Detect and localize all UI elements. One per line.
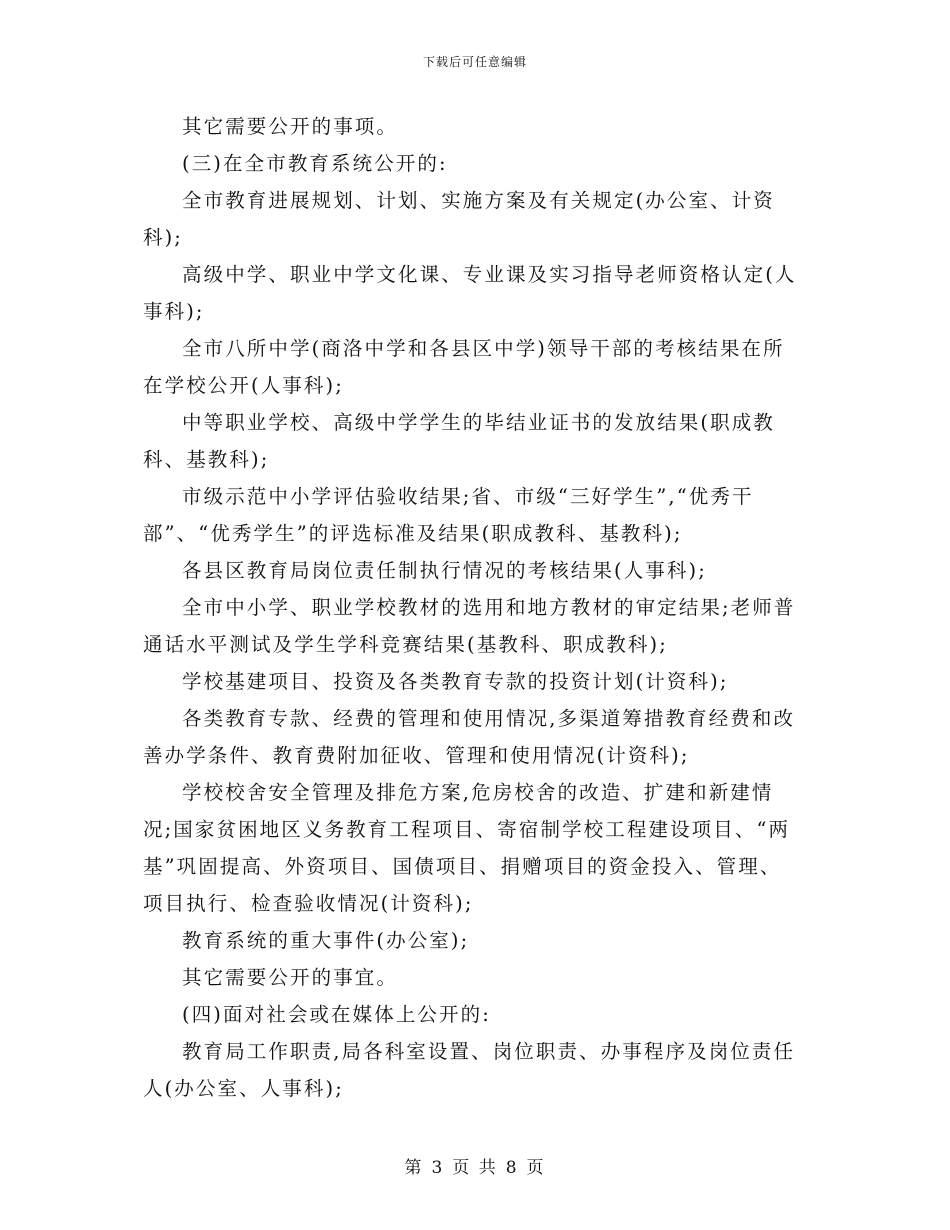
document-body — [143, 108, 803, 1107]
footer-suffix: 页 — [526, 1158, 546, 1178]
paragraph: 学校校舍安全管理及排危方案,危房校舍的改造、扩建和新建情况;国家贫困地区义务教育工程项目、寄宿制学校工程建设项目、“两基”巩固提高、外资项目、国债项目、捐赠项目的资金投入、管理、项目执行、检查验收情况(计资科); — [143, 781, 791, 915]
paragraph: 教育局工作职责,局各科室设置、岗位职责、办事程序及岗位责任人(办公室、人事科); — [143, 1040, 796, 1100]
page-number: 3 — [431, 1158, 445, 1178]
paragraph: 学校基建项目、投资及各类教育专款的投资计划(计资科); — [182, 670, 729, 693]
paragraph: 全市教育进展规划、计划、实施方案及有关规定(办公室、计资科); — [143, 189, 775, 249]
paragraph: 中等职业学校、高级中学学生的毕结业证书的发放结果(职成教科、基教科); — [143, 411, 775, 471]
paragraph: 其它需要公开的事项。 — [182, 115, 399, 138]
paragraph: 市级示范中小学评估验收结果;省、市级“三好学生”,“优秀干部”、“优秀学生”的评选标准及结果(职成教科、基教科); — [143, 485, 754, 545]
footer-middle: 页 共 — [452, 1158, 498, 1178]
paragraph: 全市八所中学(商洛中学和各县区中学)领导干部的考核结果在所在学校公开(人事科); — [143, 337, 785, 397]
paragraph: 各类教育专款、经费的管理和使用情况,多渠道筹措教育经费和改善办学条件、教育费附加征收、管理和使用情况(计资科); — [143, 707, 796, 767]
total-pages: 8 — [505, 1158, 519, 1178]
page-footer — [0, 1153, 950, 1178]
paragraph: 教育系统的重大事件(办公室); — [182, 929, 470, 952]
paragraph: 高级中学、职业中学文化课、专业课及实习指导老师资格认定(人事科); — [143, 263, 797, 323]
paragraph: 其它需要公开的事宜。 — [182, 966, 399, 989]
section-heading: (四)面对社会或在媒体上公开的: — [182, 1003, 491, 1026]
footer-prefix: 第 — [404, 1158, 424, 1178]
section-heading: (三)在全市教育系统公开的: — [182, 152, 448, 175]
paragraph: 各县区教育局岗位责任制执行情况的考核结果(人事科); — [182, 559, 707, 582]
paragraph: 全市中小学、职业学校教材的选用和地方教材的审定结果;老师普通话水平测试及学生学科竞赛结果(基教科、职成教科); — [143, 596, 796, 656]
page-header: 下载后可任意编辑 — [422, 55, 527, 69]
